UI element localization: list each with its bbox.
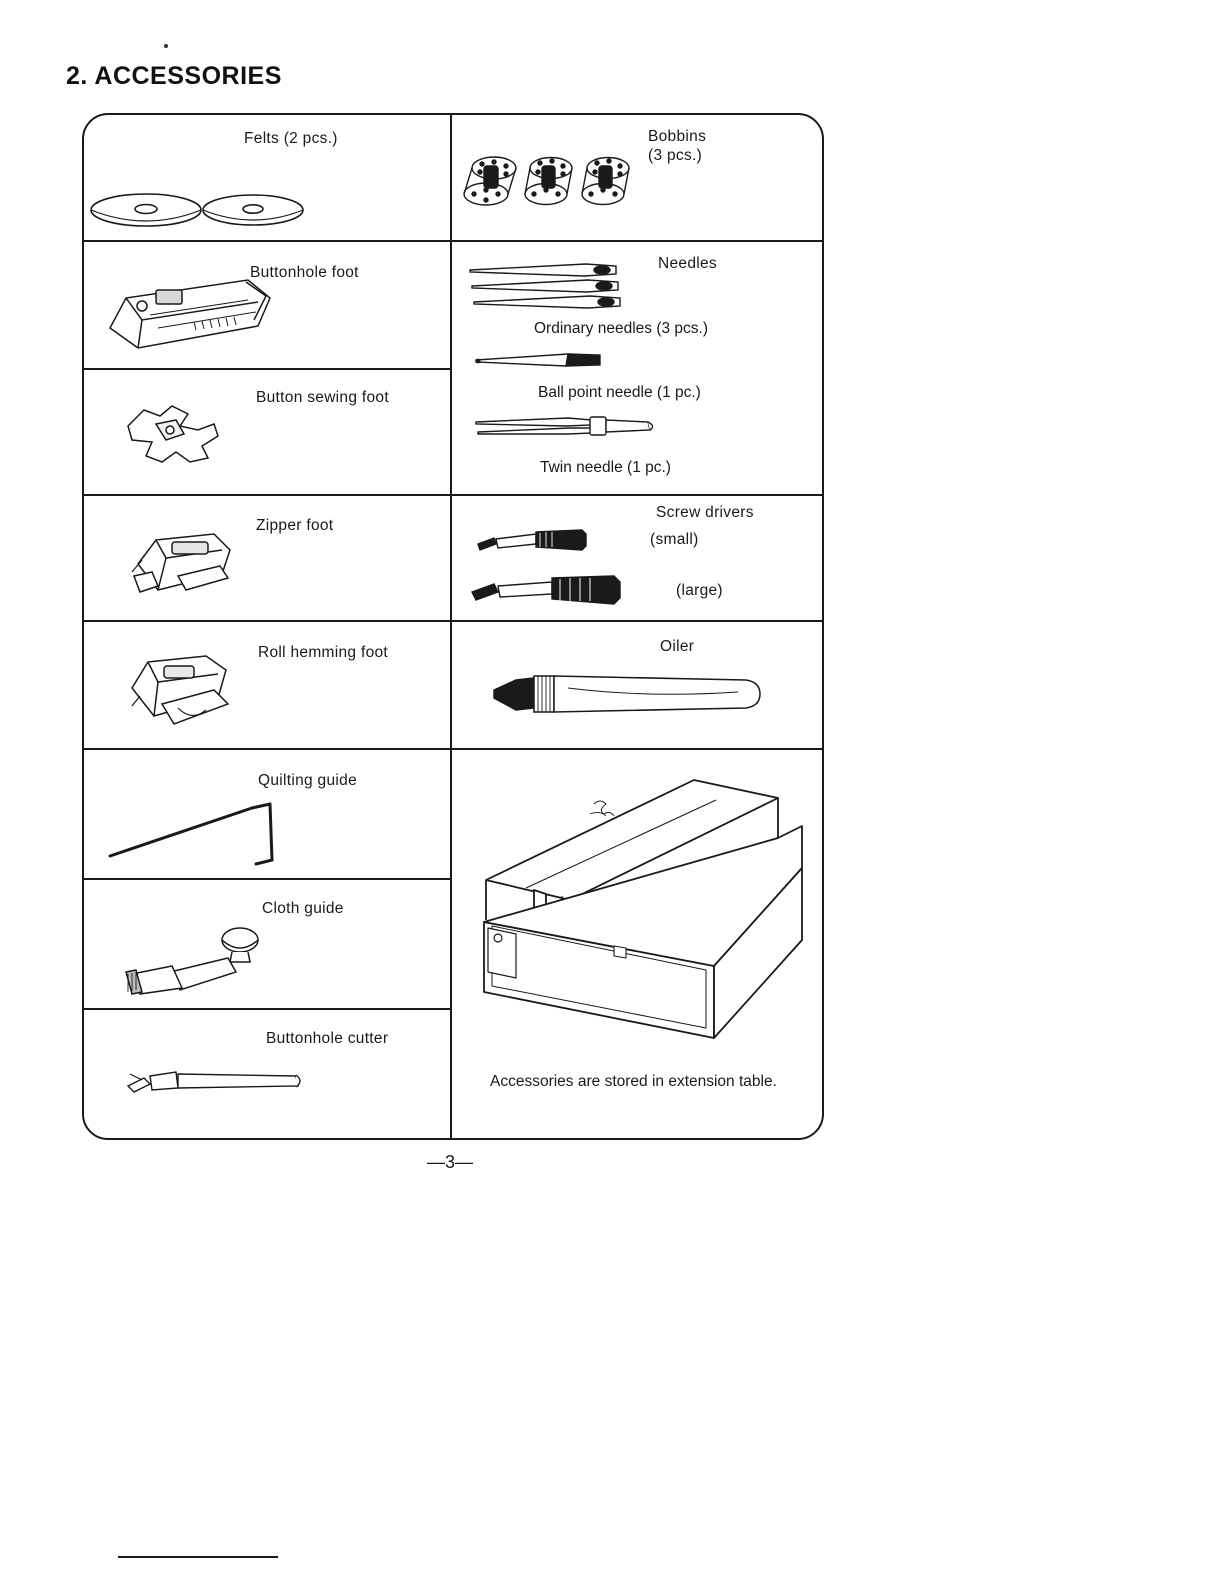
label-bobbins-line1: Bobbins — [648, 128, 707, 145]
label-screwdriver-small: (small) — [650, 531, 699, 548]
page-number: —3— — [426, 1152, 473, 1172]
row-divider-4 — [84, 620, 450, 622]
label-felts: Felts (2 pcs.) — [244, 130, 338, 147]
felts-icon — [88, 185, 308, 235]
ordinary-needles-icon — [466, 258, 646, 316]
cloth-guide-icon — [110, 918, 280, 1000]
label-button-sewing-foot: Button sewing foot — [256, 389, 389, 406]
label-twin-needle: Twin needle (1 pc.) — [540, 459, 671, 476]
label-quilting-guide: Quilting guide — [258, 772, 357, 789]
label-zipper-foot: Zipper foot — [256, 517, 334, 534]
screwdriver-large-icon — [468, 570, 648, 610]
label-bobbins-line2: (3 pcs.) — [648, 147, 703, 164]
section-title: ACCESSORIES — [94, 62, 282, 90]
label-buttonhole-foot: Buttonhole foot — [250, 264, 359, 281]
row-divider-5 — [84, 748, 450, 750]
label-roll-hemming-foot: Roll hemming foot — [258, 644, 389, 661]
roll-hemming-foot-icon — [118, 648, 254, 744]
row-divider-r3 — [452, 620, 822, 622]
label-screwdrivers-heading: Screw drivers — [656, 504, 754, 521]
row-divider-r2 — [452, 494, 822, 496]
twin-needle-icon — [472, 412, 662, 442]
bottom-rule — [118, 1556, 278, 1558]
screwdriver-small-icon — [474, 522, 619, 558]
button-sewing-foot-icon — [118, 400, 228, 472]
buttonhole-foot-icon — [98, 268, 283, 360]
row-divider-6 — [84, 878, 450, 880]
storage-caption: Accessories are stored in extension table. — [490, 1073, 777, 1090]
row-divider-3 — [84, 494, 450, 496]
row-divider-r1 — [452, 240, 822, 242]
label-needles-heading: Needles — [658, 255, 717, 272]
label-screwdriver-large: (large) — [676, 582, 723, 599]
stray-ink-speck — [164, 44, 168, 48]
label-buttonhole-cutter: Buttonhole cutter — [266, 1030, 389, 1047]
row-divider-7 — [84, 1008, 450, 1010]
extension-table-icon — [466, 760, 816, 1040]
section-number: 2. — [66, 62, 88, 90]
buttonhole-cutter-icon — [120, 1060, 320, 1104]
label-ball-point-needle: Ball point needle (1 pc.) — [538, 384, 701, 401]
label-ordinary-needles: Ordinary needles (3 pcs.) — [534, 320, 709, 337]
row-divider-1 — [84, 240, 450, 242]
bobbins-icon — [462, 150, 632, 216]
page-title — [66, 62, 282, 91]
oiler-icon — [488, 668, 770, 728]
label-oiler: Oiler — [660, 638, 695, 655]
row-divider-2 — [84, 368, 450, 370]
table-vertical-divider — [450, 114, 452, 1138]
ball-point-needle-icon — [472, 348, 632, 370]
quilting-guide-icon — [104, 790, 304, 870]
label-cloth-guide: Cloth guide — [262, 900, 344, 917]
row-divider-r4 — [452, 748, 822, 750]
zipper-foot-icon — [118, 520, 248, 612]
